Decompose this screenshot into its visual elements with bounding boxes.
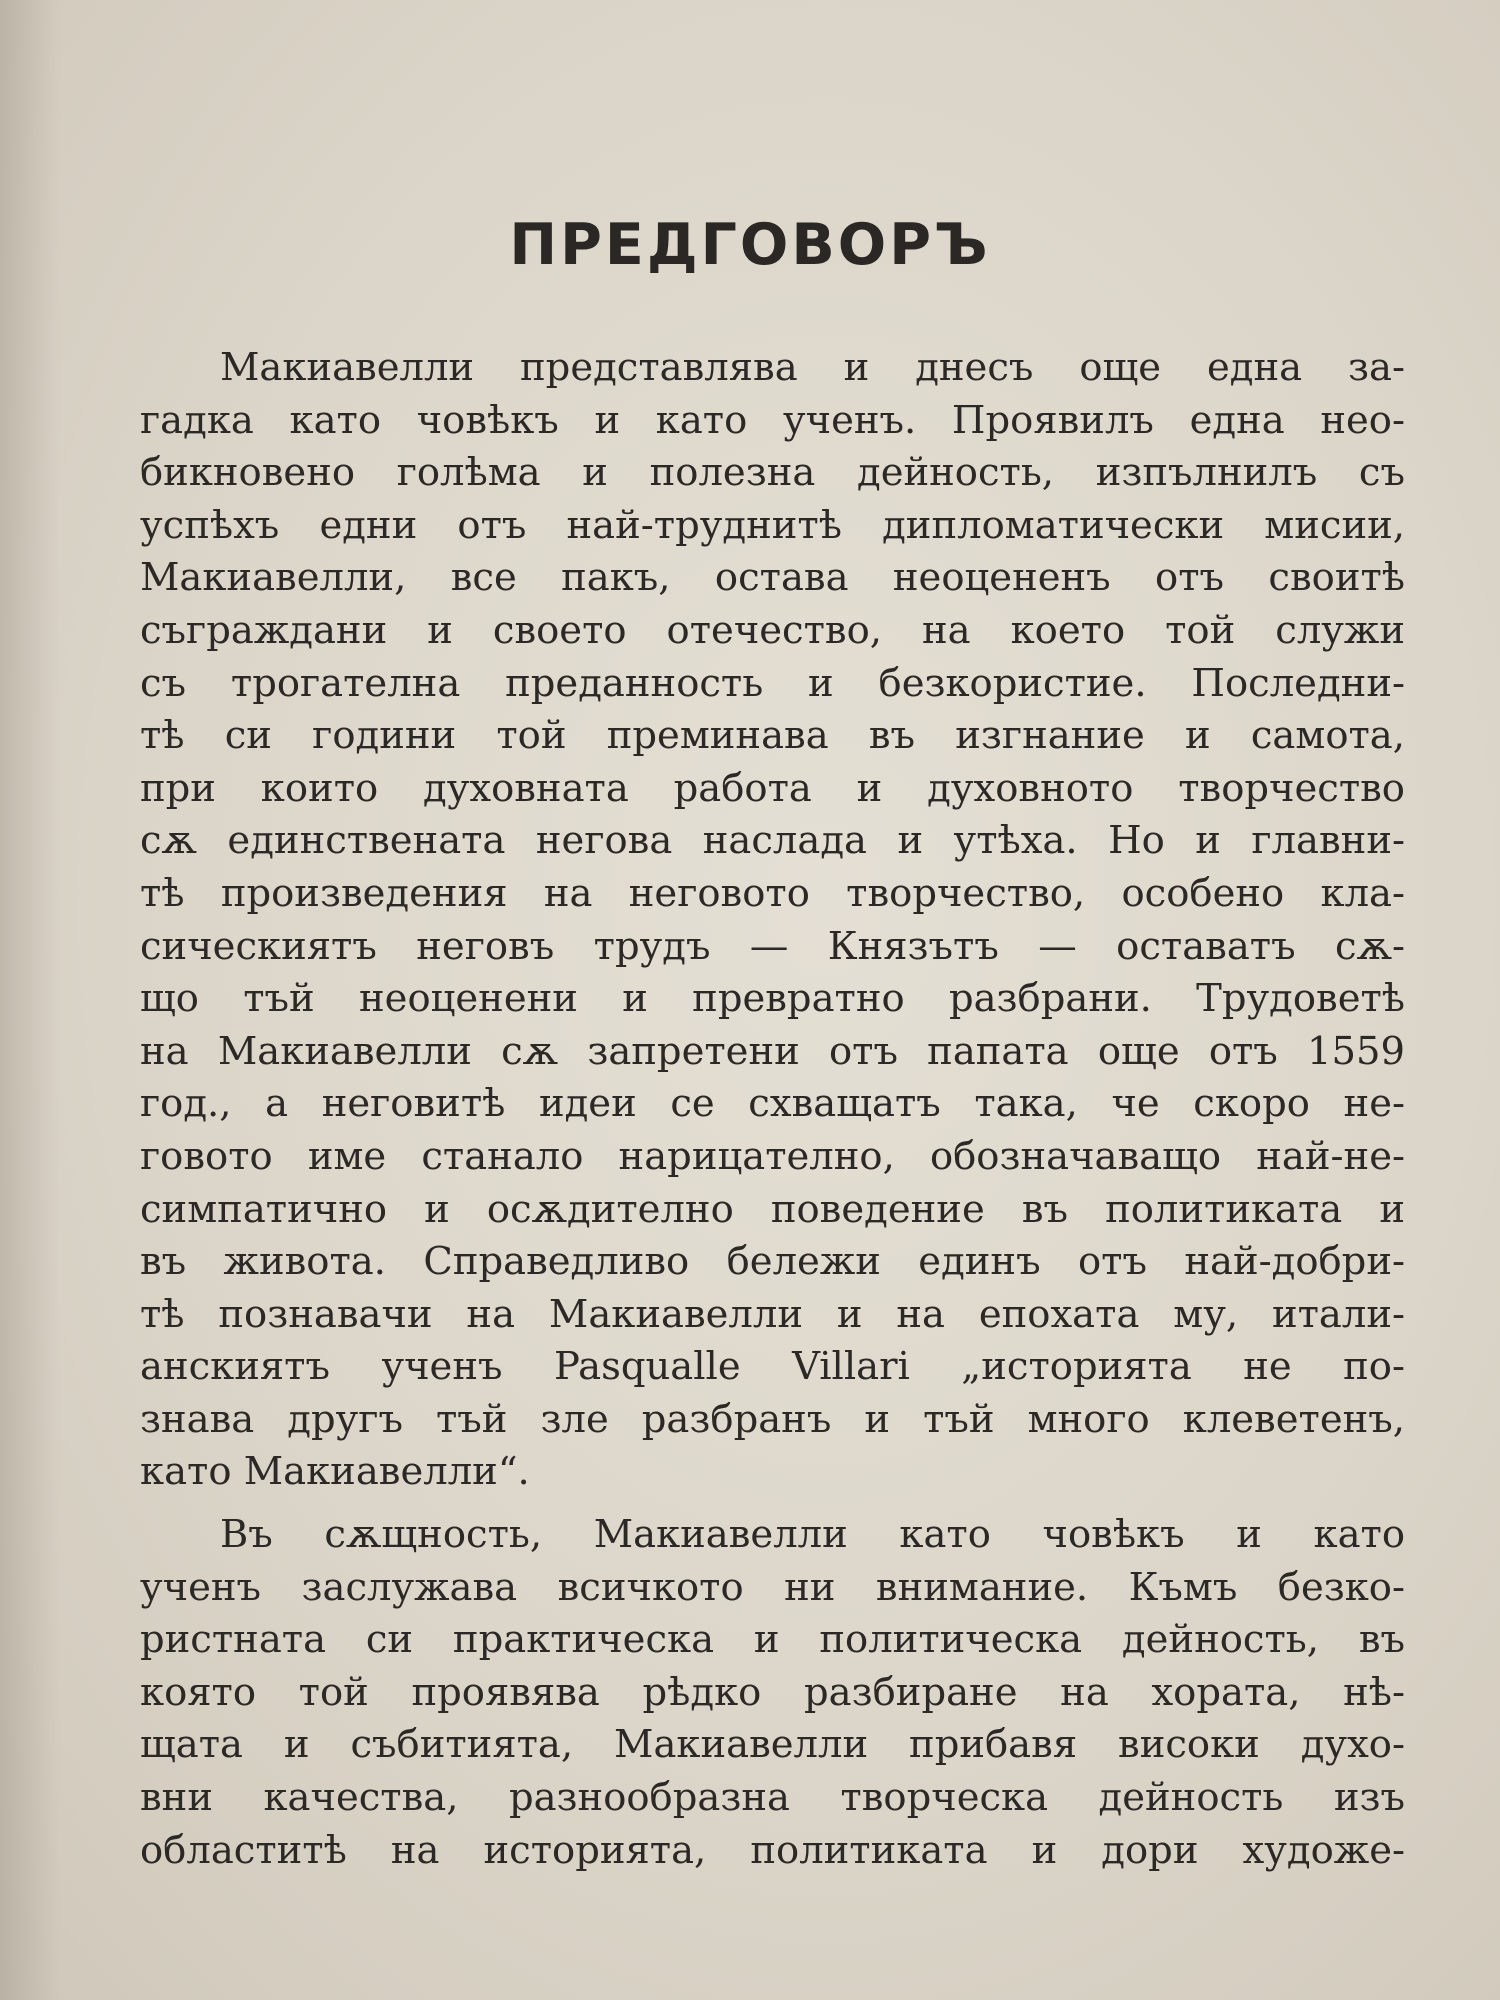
text-line: знава другъ тъй зле разбранъ и тъй много клеветенъ,	[140, 1396, 1405, 1442]
text-line: вни качества, разнообразна творческа дейность изъ	[140, 1775, 1405, 1821]
paragraph-gap	[140, 1499, 1405, 1509]
text-line: успѣхъ едни отъ най-труднитѣ дипломатически мисии,	[140, 502, 1405, 548]
text-line: ученъ заслужава всичкото ни внимание. Къмъ безко-	[140, 1564, 1405, 1610]
text-line: тѣ си години той преминава въ изгнание и самота,	[140, 713, 1405, 759]
text-line: тѣ познавачи на Макиавелли и на епохата му, итали-	[140, 1291, 1405, 1337]
text-line: Макиавелли представлява и днесъ още една за-	[220, 345, 1405, 390]
text-line: год., а неговитѣ идеи се схващатъ така, че скоро не-	[140, 1081, 1405, 1127]
paragraph-2	[140, 1509, 1405, 1877]
text-line: Макиавелли, все пакъ, остава неоцененъ отъ своитѣ	[140, 555, 1405, 601]
paragraph-1	[140, 342, 1405, 1499]
text-line: въ живота. Справедливо бележи единъ отъ най-добри-	[140, 1239, 1405, 1285]
text-line: която той проявява рѣдко разбиране на хората, нѣ-	[140, 1669, 1405, 1715]
text-line: при които духовната работа и духовното творчество	[140, 765, 1405, 811]
text-line: гадка като човѣкъ и като ученъ. Проявилъ една нео-	[140, 397, 1405, 443]
text-line: анскиятъ ученъ Pasqualle Villari „историята не по-	[140, 1344, 1405, 1390]
text-line: на Макиавелли сѫ запретени отъ папата още отъ 1559	[140, 1028, 1405, 1074]
text-line: ристната си практическа и политическа дейность, въ	[140, 1617, 1405, 1663]
text-line: бикновено голѣма и полезна дейность, изпълнилъ съ	[140, 450, 1405, 496]
page-title: ПРЕДГОВОРЪ	[509, 212, 991, 278]
text-line: областитѣ на историята, политиката и дори художе-	[140, 1827, 1405, 1873]
body-text	[140, 342, 1405, 1877]
text-line: говото име станало нарицателно, обозначаващо най-не-	[140, 1133, 1405, 1179]
text-line: Въ сѫщность, Макиавелли като човѣкъ и като	[220, 1512, 1405, 1558]
text-line: съ трогателна преданность и безкористие. Последни-	[140, 660, 1405, 706]
text-line: като Макиавелли“.	[140, 1449, 530, 1495]
text-line: що тъй неоценени и превратно разбрани. Трудоветѣ	[140, 976, 1405, 1022]
text-line: тѣ произведения на неговото творчество, особено кла-	[140, 870, 1405, 916]
text-line: сѫ единствената негова наслада и утѣха. Но и главни-	[140, 818, 1405, 864]
text-line: щата и събитията, Макиавелли прибавя високи духо-	[140, 1722, 1405, 1768]
text-line: съграждани и своето отечество, на което той служи	[140, 607, 1405, 653]
text-line: сическиятъ неговъ трудъ — Князътъ — оставатъ сѫ-	[140, 923, 1405, 969]
text-line: симпатично и осѫдително поведение въ политиката и	[140, 1186, 1405, 1232]
